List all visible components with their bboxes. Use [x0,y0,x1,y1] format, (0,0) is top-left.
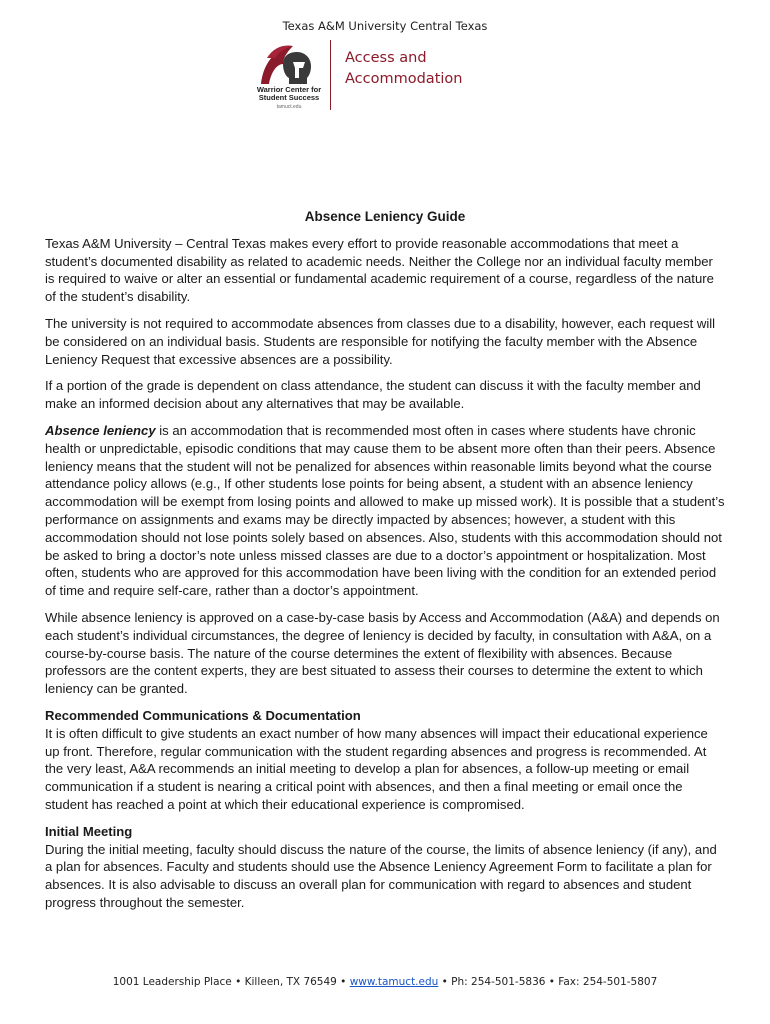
communications-body: It is often difficult to give students an exact number of how many absences will impact their educational experience up front. Therefore, regular communication with the student regarding absences and progress is recommended. At the very least, A&A recommends an initial meeting to develop a plan for absences, a follow-up meeting or email communication if a student is nearing a critical point with absences, and then a final meeting or email once the student has reached a point at which their educational experience is compromised. [45,725,708,812]
case-by-case-paragraph: While absence leniency is approved on a case-by-case basis by Access and Accommodation (A&A) and depends on each student’s individual circumstances, the degree of leniency is decided by faculty, in consultation with A&A, on a course-by-course basis. The nature of the course determines the extent of flexibility with absences. Because professors are the content experts, they are best situated to assess their courses to determine the extent to which leniency can be granted. [45,609,720,697]
leniency-definition-paragraph [45,422,725,600]
initial-meeting-heading: Initial Meeting [45,823,133,839]
office-title-line2: Accommodation [345,71,463,87]
logo-divider [330,40,331,110]
logo-center-name [245,86,333,102]
page-footer [0,976,770,988]
warrior-helmet-icon [253,38,323,88]
leniency-definition-text: is an accommodation that is recommended most often in cases where students have chronic health or unpredictable, episodic conditions that may cause them to be absent more often than their peers. Absence leniency means that the student will not be penalized for absences within reasonable limits beyond what the course attendance policy allows (e.g., If other students lose points for being absent, a student with an absence leniency accommodation will be exempt from losing points and allowed to make up missed work). It is possible that a student’s performance on assignments and exams may be directly impacted by absences; however, a student with this accommodation should not lose points solely based on absences. Also, students with this accommodation should not be asked to bring a doctor’s note unless missed classes are due to a doctor’s appointment or hospitalization. Most often, students who are approved for this accommodation have been living with the condition for an extended period of time and require self-care, rather than a doctor’s appointment. [45,422,725,599]
logo-url: tamuct.edu [276,104,302,110]
office-title-line1: Access and [345,50,427,66]
logo-center-line2: Student Success [258,93,320,102]
office-logo [245,38,525,118]
grade-attendance-paragraph: If a portion of the grade is dependent on class attendance, the student can discuss it with the faculty member and make an informed decision about any alternatives that may be available. [45,378,701,412]
initial-meeting-body: During the initial meeting, faculty should discuss the nature of the course, the limits of absence leniency (if any), and a plan for absences. Faculty and students should use the Absence Leniency Agreement Form to facilitate a plan for absences. It is also advisable to discuss an overall plan for communication with regard to absences and student progress throughout the semester. [45,841,717,910]
footer-address: 1001 Leadership Place • Killeen, TX 76549 • [112,976,350,988]
logo-center-line1: Warrior Center for [256,85,322,94]
footer-contact: • Ph: 254-501-5836 • Fax: 254-501-5807 [438,976,658,988]
office-title [345,48,462,90]
communications-heading: Recommended Communications & Documentation [45,707,361,723]
leniency-lead-term: Absence leniency [45,422,156,438]
document-body [45,208,725,921]
intro-paragraph: Texas A&M University – Central Texas makes every effort to provide reasonable accommodations that meet a student’s documented disability as related to academic needs. Neither the College nor an individual faculty member is required to waive or alter an essential or fundamental academic requirement of a course, regardless of the nature of the student’s disability. [45,235,714,305]
university-name: Texas A&M University Central Texas [282,19,488,33]
absence-policy-paragraph: The university is not required to accommodate absences from classes due to a disability, however, each request will be considered on an individual basis. Students are responsible for notifying the faculty member with the Absence Leniency Request that excessive absences are a possibility. [45,315,716,367]
website-link[interactable]: www.tamuct.edu [349,976,439,988]
document-title: Absence Leniency Guide [304,209,466,224]
